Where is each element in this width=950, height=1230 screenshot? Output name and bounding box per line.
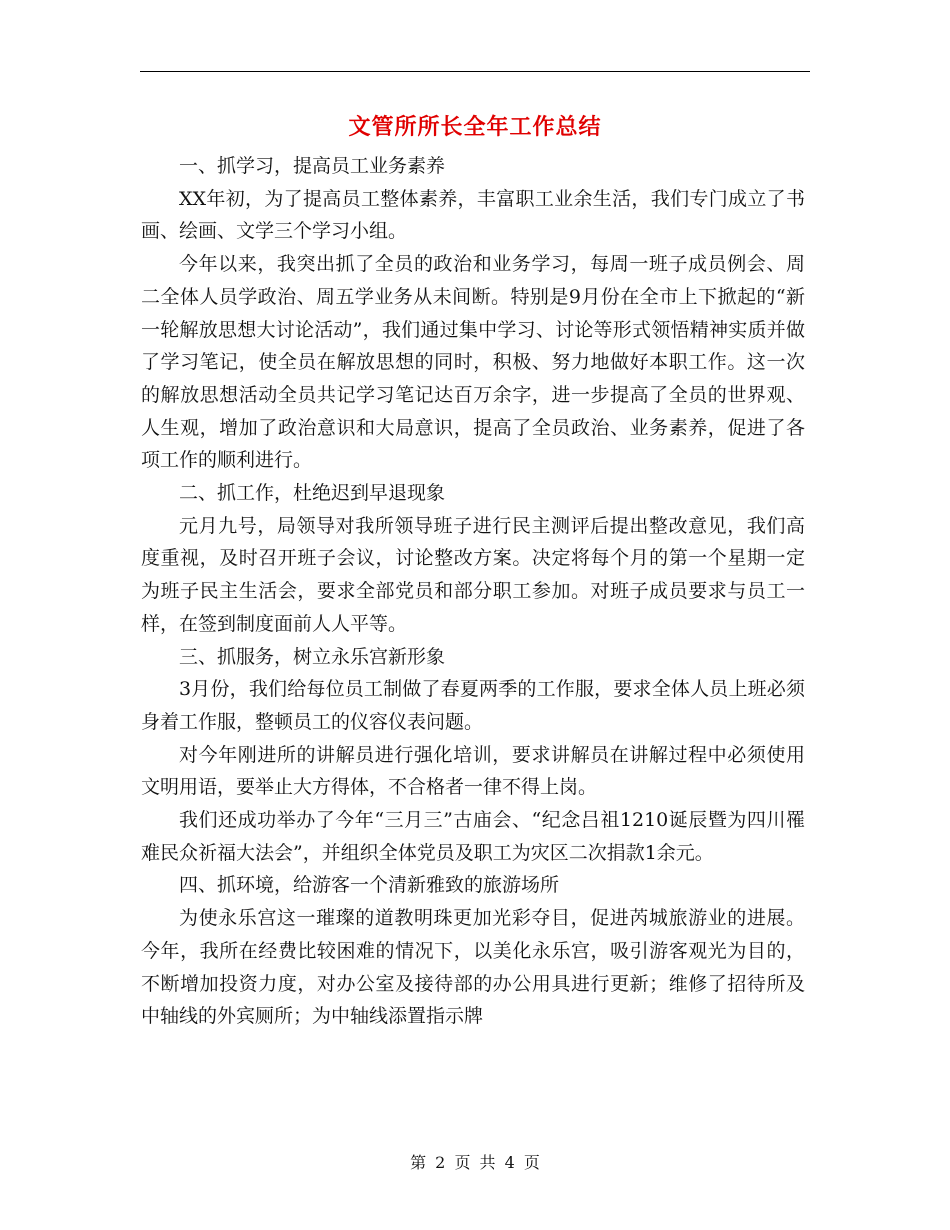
section-heading-service: 三、抓服务，树立永乐宫新形象: [179, 645, 446, 668]
paragraph-uniforms: 3月份，我们给每位员工制做了春夏两季的工作服，要求全体人员上班必须身着工作服，整顿员工的仪容仪表问题。: [141, 678, 805, 733]
page-number-footer: 第 2 页 共 4 页: [410, 1153, 540, 1172]
section-heading-study: 一、抓学习，提高员工业务素养: [179, 155, 446, 177]
paragraph-study-groups: XX年初，为了提高员工整体素养，丰富职工业余生活，我们专门成立了书画、绘画、文学三个学习小组。: [141, 187, 805, 243]
paragraph-guide-training: 对今年刚进所的讲解员进行强化培训，要求讲解员在讲解过程中必须使用文明用语，要举止大方得体，不合格者一律不得上岗。: [141, 743, 805, 799]
header-rule: [140, 71, 810, 72]
paragraph-political-study: 今年以来，我突出抓了全员的政治和业务学习，每周一班子成员例会、周二全体人员学政治、周五学业务从未间断。特别是9月份在全市上下掀起的“新一轮解放思想大讨论活动”，我们通过集中学习、讨论等形式领悟精神实质并做了学习笔记，使全员在解放思想的同时，积极、努力地做好本职工作。这一次的解放思想活动全员共记学习笔记达百万余字，进一步提高了全员的世界观、人生观，增加了政治意识和大局意识，提高了全员政治、业务素养，促进了各项工作的顺利进行。: [141, 253, 805, 472]
paragraph-environment: 为使永乐宫这一璀璨的道教明珠更加光彩夺目，促进芮城旅游业的进展。今年，我所在经费比较困难的情况下，以美化永乐宫，吸引游客观光为目的，不断增加投资力度，对办公室及接待部的办公用具进行更新；维修了招待所及中轴线的外宾厕所；为中轴线添置指示牌: [141, 907, 805, 1028]
paragraph-events: 我们还成功举办了今年“三月三”古庙会、“纪念吕祖1210诞辰暨为四川罹难民众祈福大法会”，并组织全体党员及职工为灾区二次捐款1余元。: [141, 809, 805, 864]
document-title: 文管所所长全年工作总结: [348, 114, 602, 140]
section-heading-environment: 四、抓环境，给游客一个清新雅致的旅游场所: [179, 874, 560, 897]
section-heading-work: 二、抓工作，杜绝迟到早退现象: [179, 482, 446, 505]
document-body: [141, 150, 805, 1033]
paragraph-rectification: 元月九号，局领导对我所领导班子进行民主测评后提出整改意见，我们高度重视，及时召开班子会议，讨论整改方案。决定将每个月的第一个星期一定为班子民主生活会，要求全部党员和部分职工参加。对班子成员要求与员工一样，在签到制度面前人人平等。: [141, 514, 805, 635]
